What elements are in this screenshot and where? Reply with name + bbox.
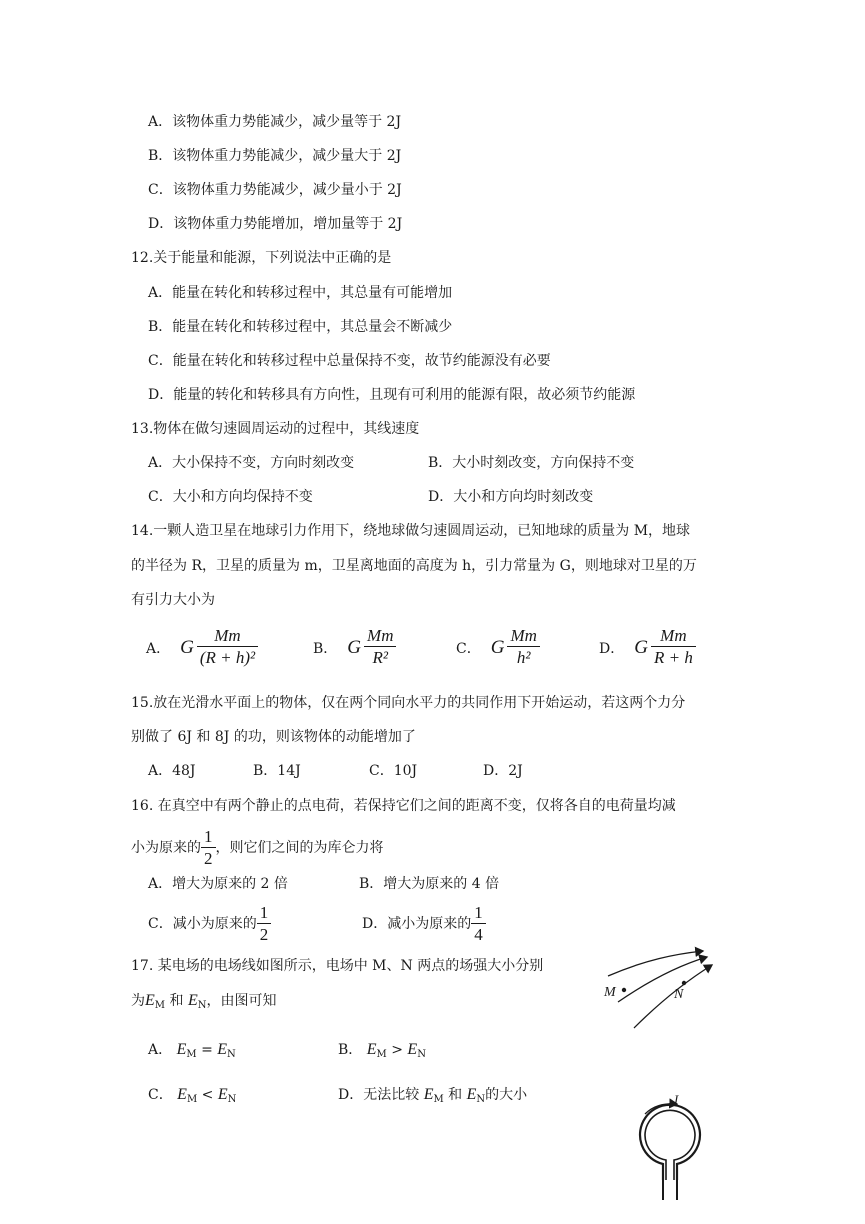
gravity-constant: G (490, 636, 505, 658)
operator: < (201, 1087, 214, 1103)
q17-stem-post: ，由图可知 (206, 993, 277, 1009)
q16-stem-post: ，则它们之间的为库仑力将 (215, 840, 384, 856)
fraction-denominator: h² (516, 648, 531, 667)
fraction-numerator: 1 (471, 903, 486, 924)
fraction-numerator: 1 (257, 903, 272, 924)
fraction-numerator: Mm (197, 626, 258, 647)
q12-stem: 12.关于能量和能源，下列说法中正确的是 (131, 250, 392, 266)
q15-option-c: C．10J (369, 763, 418, 779)
option-and: 和 (448, 1087, 463, 1103)
fraction-denominator: (R + h)² (199, 648, 256, 667)
fraction-denominator: R² (372, 648, 388, 667)
fraction-numerator: 1 (201, 827, 216, 848)
symbol-e: E (217, 1041, 228, 1058)
symbol-e: E (366, 1041, 377, 1058)
q11-option-b: B．该物体重力势能减少，减少量大于 2J (148, 148, 402, 164)
q14-stem-line-1: 14.一颗人造卫星在地球引力作用下，绕地球做匀速圆周运动，已知地球的质量为 M，地球 (131, 523, 691, 539)
q16-option-d (362, 902, 486, 946)
fraction-numerator: Mm (507, 626, 539, 647)
symbol-e: E (217, 1086, 228, 1103)
q14-option-a (146, 626, 258, 669)
q17-stem-and: 和 (169, 993, 184, 1009)
q15-stem-line-2: 别做了 6J 和 8J 的功，则该物体的动能增加了 (131, 729, 416, 745)
fraction-denominator: 2 (259, 924, 269, 944)
q17-option-a (148, 1040, 236, 1065)
option-label: C． (148, 1087, 173, 1103)
q15-option-a: A．48J (148, 763, 196, 779)
q13-option-b: B．大小时刻改变，方向保持不变 (428, 455, 635, 471)
q12-option-b: B．能量在转化和转移过程中，其总量会不断减少 (148, 319, 453, 335)
q14-option-b (313, 626, 396, 669)
q13-stem: 13.物体在做匀速圆周运动的过程中，其线速度 (131, 421, 420, 437)
current-label: I (674, 1092, 679, 1107)
inner-loop (645, 1110, 695, 1180)
q12-option-d: D．能量的转化和转移具有方向性，且现有可利用的能源有限，故必须节约能源 (148, 387, 636, 403)
q14-option-c (456, 626, 540, 669)
operator: > (391, 1042, 403, 1058)
option-label: A． (146, 640, 171, 657)
operator: = (201, 1042, 213, 1058)
q14-option-d (599, 626, 696, 669)
label-n: N (674, 987, 684, 1002)
fraction-denominator: 2 (204, 848, 213, 868)
subscript-n: N (227, 1094, 237, 1105)
subscript-m: M (186, 1094, 198, 1105)
q13-option-c: C．大小和方向均保持不变 (148, 489, 313, 505)
q16-stem-pre: 小为原来的 (131, 840, 201, 856)
option-text: D．减小为原来的 (362, 916, 472, 932)
gravity-constant: G (634, 636, 648, 658)
q15-stem-line-1: 15.放在光滑水平面上的物体，仅在两个同向水平力的共同作用下开始运动，若这两个力分 (131, 695, 686, 711)
field-line-2 (618, 957, 707, 1002)
outer-loop (640, 1105, 700, 1180)
field-line-3 (634, 965, 712, 1028)
q17-stem-line-1: 17. 某电场的电场线如图所示，电场中 M、N 两点的场强大小分别 (131, 958, 544, 974)
symbol-e: E (187, 992, 198, 1009)
gravity-constant: G (180, 636, 194, 658)
electric-field-figure (590, 940, 730, 1040)
q17-stem-line-2 (131, 991, 276, 1016)
fraction-one-half (257, 903, 272, 946)
symbol-e: E (176, 1041, 187, 1058)
q13-option-a: A．大小保持不变，方向时刻改变 (148, 455, 355, 471)
q17-option-b (338, 1040, 426, 1065)
subscript-n: N (476, 1094, 486, 1105)
option-text: C．减小为原来的 (148, 916, 257, 932)
q11-option-a: A．该物体重力势能减少，减少量等于 2J (148, 114, 402, 130)
q15-option-d: D．2J (483, 763, 523, 779)
fraction-one-quarter (471, 903, 486, 946)
q16-option-a: A．增大为原来的 2 倍 (148, 876, 288, 892)
q16-option-b: B．增大为原来的 4 倍 (359, 876, 500, 892)
subscript-n: N (197, 1000, 207, 1011)
subscript-m: M (186, 1049, 197, 1060)
q17-stem-pre: 为 (131, 993, 145, 1009)
q17-option-c (148, 1085, 236, 1110)
q16-option-c (148, 902, 271, 946)
fraction-numerator: Mm (651, 626, 696, 647)
q14-stem-line-2: 的半径为 R，卫星的质量为 m，卫星离地面的高度为 h，引力常量为 G，则地球对卫星的万 (131, 558, 697, 574)
current-loop-figure (625, 1092, 715, 1202)
option-label: D． (599, 640, 625, 657)
subscript-n: N (417, 1049, 426, 1060)
subscript-n: N (227, 1049, 236, 1060)
gravity-constant: G (347, 636, 362, 658)
q13-option-d: D．大小和方向均时刻改变 (428, 489, 594, 505)
symbol-e: E (466, 1086, 477, 1103)
q11-option-c: C．该物体重力势能减少，减少量小于 2J (148, 182, 402, 198)
fraction (507, 626, 539, 669)
symbol-e: E (407, 1041, 418, 1058)
fraction-denominator: R + h (653, 648, 693, 667)
q11-option-d: D．该物体重力势能增加，增加量等于 2J (148, 216, 403, 232)
fraction-one-half (201, 827, 216, 870)
fraction (364, 626, 396, 669)
symbol-e: E (423, 1086, 434, 1103)
q17-option-d (338, 1085, 527, 1110)
option-label: B． (338, 1042, 363, 1058)
option-label: C． (456, 640, 481, 657)
option-label: A． (148, 1042, 173, 1058)
subscript-m: M (376, 1049, 387, 1060)
label-m: M (604, 985, 616, 1000)
q12-option-a: A．能量在转化和转移过程中，其总量有可能增加 (148, 285, 453, 301)
symbol-e: E (145, 992, 155, 1009)
point-n-dot (682, 981, 686, 985)
fraction (651, 626, 696, 669)
q16-stem-line-2 (131, 826, 384, 870)
q12-option-c: C．能量在转化和转移过程中总量保持不变，故节约能源没有必要 (148, 353, 551, 369)
option-post: 的大小 (485, 1087, 528, 1103)
q14-stem-line-3: 有引力大小为 (131, 592, 215, 608)
fraction (197, 626, 258, 669)
point-m-dot (622, 988, 626, 992)
q15-option-b: B．14J (253, 763, 301, 779)
subscript-m: M (433, 1094, 444, 1105)
q16-stem-line-1: 16. 在真空中有两个静止的点电荷，若保持它们之间的距离不变，仅将各自的电荷量均减 (131, 798, 676, 814)
fraction-numerator: Mm (364, 626, 396, 647)
symbol-e: E (177, 1086, 187, 1103)
subscript-m: M (154, 1000, 166, 1011)
option-label: D．无法比较 (338, 1087, 420, 1103)
fraction-denominator: 4 (474, 924, 483, 944)
option-label: B． (313, 640, 338, 657)
